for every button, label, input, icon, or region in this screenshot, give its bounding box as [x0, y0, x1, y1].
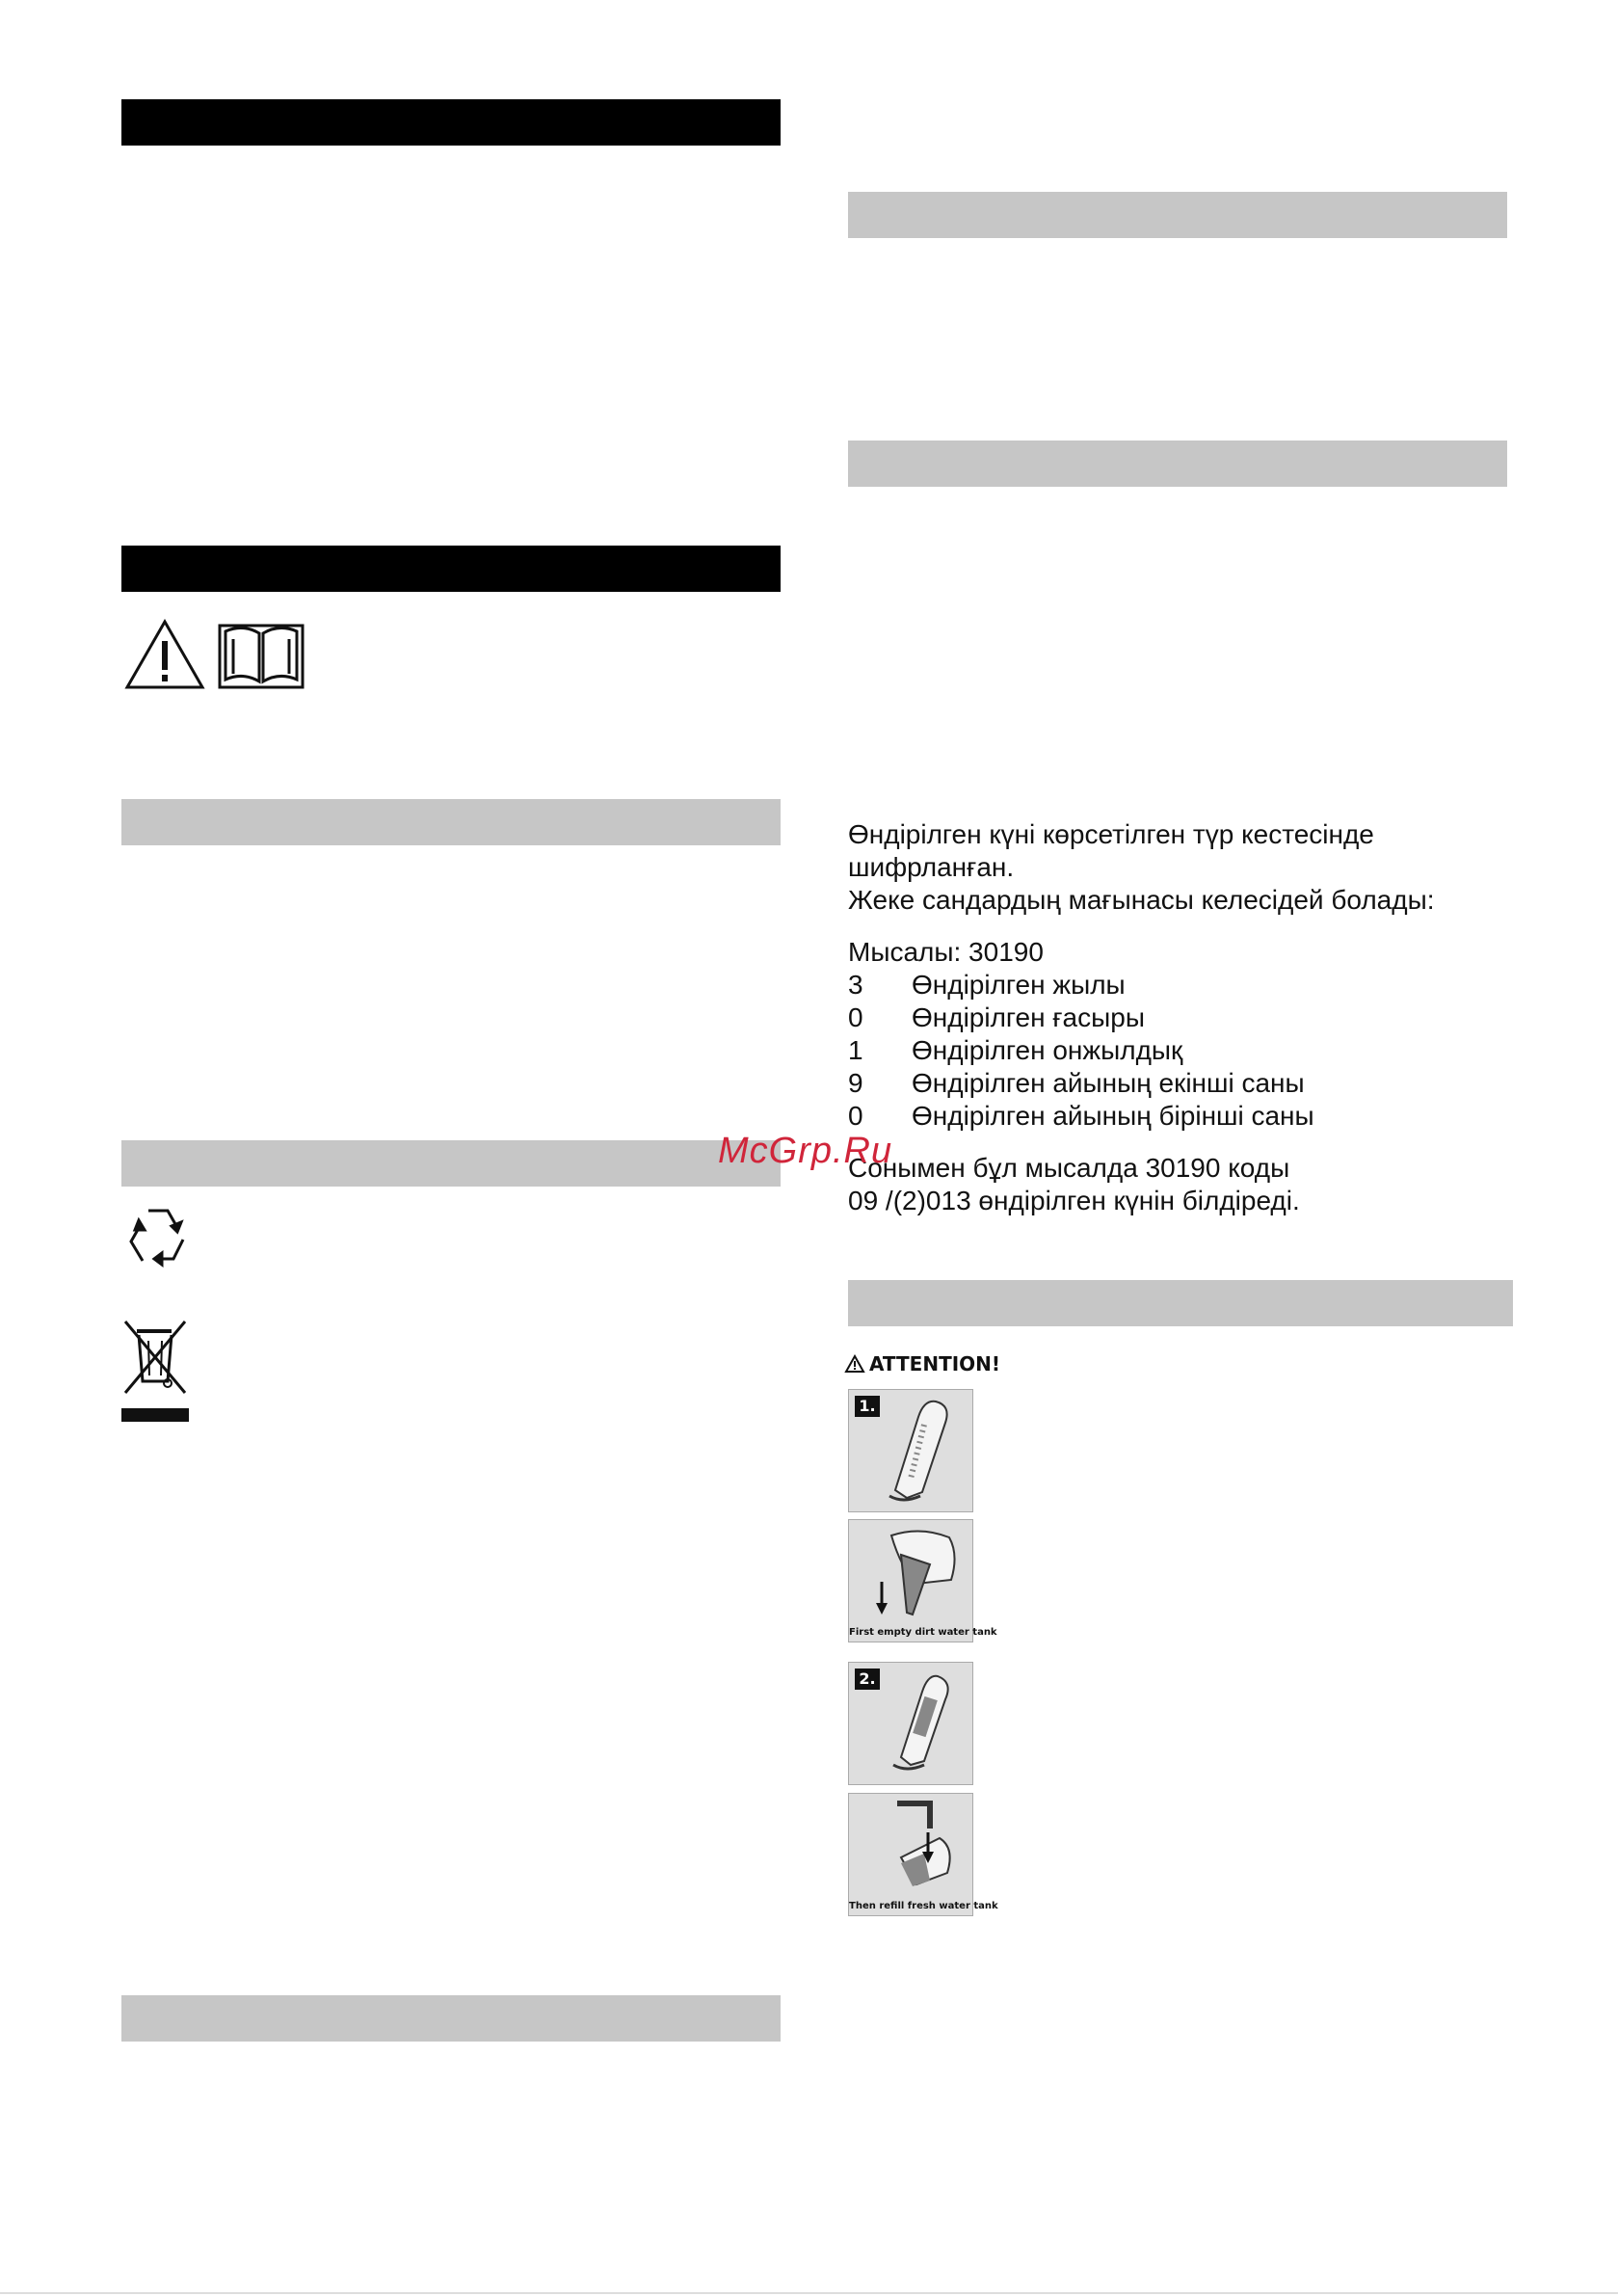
production-intro-line-3: Жеке сандардың мағынасы келесідей болады:: [848, 885, 1435, 915]
instruction-panel-1: [848, 1389, 973, 1512]
digit-row-5-digit: 0: [848, 1101, 863, 1131]
panel-caption: Then refill fresh water tank: [849, 1901, 998, 1911]
warning-triangle-icon: [123, 618, 206, 691]
digit-row-5-meaning: Өндірілген айының бірінші саны: [912, 1101, 1314, 1131]
attention-label: [844, 1352, 1000, 1375]
subsection-bar-right-1: [848, 192, 1507, 238]
digit-row-3-meaning: Өндірілген онжылдық: [912, 1035, 1183, 1065]
crossed-bin-icon: [119, 1316, 193, 1424]
step-badge: 1.: [855, 1396, 880, 1417]
digit-row-4-meaning: Өндірілген айының екінші саны: [912, 1068, 1305, 1098]
panel-caption: First empty dirt water tank: [849, 1627, 997, 1638]
cleaner-device-icon: [868, 1396, 965, 1508]
subsection-bar-1: [121, 799, 781, 845]
subsection-bar-right-2: [848, 441, 1507, 487]
watermark: McGrp.Ru: [718, 1131, 893, 1171]
subsection-bar-2: [121, 1140, 781, 1187]
digit-row-1-digit: 3: [848, 970, 863, 1000]
instruction-panel-2: [848, 1519, 997, 1642]
digit-row-2-meaning: Өндірілген ғасыры: [912, 1002, 1145, 1032]
conclusion-line-1: Сонымен бұл мысалда 30190 коды: [848, 1153, 1290, 1183]
section-header-bar-1: [121, 99, 781, 146]
subsection-bar-3: [121, 1995, 781, 2042]
attention-text: ATTENTION!: [869, 1352, 1001, 1375]
digit-row-4-digit: 9: [848, 1068, 863, 1098]
fresh-tank-icon: [862, 1800, 963, 1896]
dirt-tank-icon: [862, 1526, 963, 1622]
section-header-bar-2: [121, 546, 781, 592]
cleaner-device-icon: [868, 1669, 965, 1780]
footer-line: [0, 2292, 1618, 2294]
production-intro-line-1: Өндірілген күні көрсетілген түр кестесінде: [848, 819, 1374, 849]
example-label: Мысалы: 30190: [848, 937, 1044, 967]
open-book-icon: [218, 622, 305, 691]
conclusion-line-2: 09 /(2)013 өндірілген күнін білдіреді.: [848, 1186, 1300, 1215]
attention-triangle-icon: [844, 1354, 865, 1374]
instruction-panel-3: [848, 1662, 973, 1785]
subsection-bar-right-3: [848, 1280, 1513, 1326]
step-badge: 2.: [855, 1669, 880, 1690]
digit-row-2-digit: 0: [848, 1002, 863, 1032]
recycle-icon: [121, 1201, 195, 1274]
production-intro-line-2: шифрланған.: [848, 852, 1015, 882]
digit-row-3-digit: 1: [848, 1035, 863, 1065]
instruction-panel-4: [848, 1793, 998, 1916]
digit-row-1-meaning: Өндірілген жылы: [912, 970, 1126, 1000]
